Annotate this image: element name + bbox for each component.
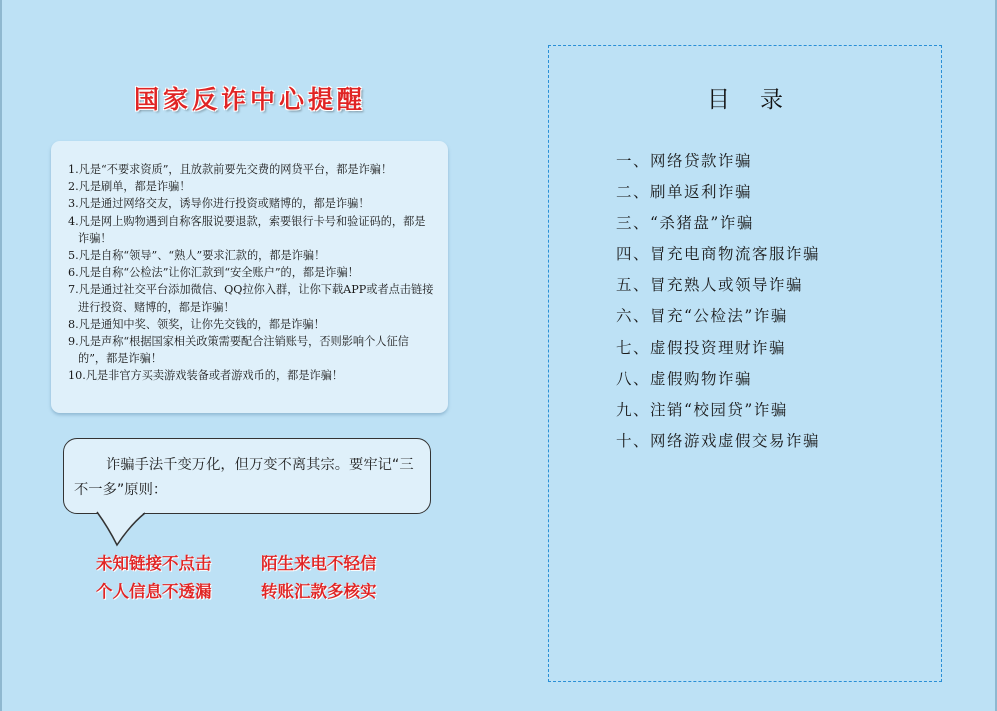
reminder-item: 4.凡是网上购物遇到自称客服说要退款，索要银行卡号和验证码的，都是诈骗！ bbox=[68, 214, 426, 245]
principle: 陌生来电不轻信 bbox=[261, 554, 377, 573]
principles bbox=[96, 550, 426, 606]
reminder-item: 8.凡是通知中奖、领奖，让你先交钱的，都是诈骗！ bbox=[68, 317, 325, 331]
bubble-text: 诈骗手法千变万化，但万变不离其宗。要牢记“三不一多”原则： bbox=[74, 457, 414, 498]
toc-item[interactable]: 十、网络游戏虚假交易诈骗 bbox=[616, 431, 821, 450]
page-left-edge bbox=[0, 0, 2, 711]
toc-item[interactable]: 八、虚假购物诈骗 bbox=[616, 369, 753, 388]
toc-item[interactable]: 九、注销“校园贷”诈骗 bbox=[616, 400, 788, 419]
speech-bubble-tail bbox=[95, 511, 155, 551]
principle: 转账汇款多核实 bbox=[261, 582, 377, 601]
reminder-item: 2.凡是刷单，都是诈骗！ bbox=[68, 180, 191, 194]
toc-list bbox=[616, 146, 820, 457]
toc-title: 目录 bbox=[707, 87, 813, 113]
reminder-item: 6.凡是自称“公检法”让你汇款到“安全账户”的，都是诈骗！ bbox=[68, 266, 359, 280]
reminder-box bbox=[51, 141, 448, 413]
reminder-list bbox=[68, 161, 436, 385]
reminder-item: 5.凡是自称“领导”、“熟人”要求汇款的，都是诈骗！ bbox=[68, 249, 326, 263]
toc-item[interactable]: 七、虚假投资理财诈骗 bbox=[616, 338, 787, 357]
reminder-item: 10.凡是非官方买卖游戏装备或者游戏币的，都是诈骗！ bbox=[68, 369, 344, 383]
toc-item[interactable]: 一、网络贷款诈骗 bbox=[616, 152, 753, 170]
page-title: 国家反诈中心提醒 bbox=[133, 85, 366, 114]
reminder-item: 1.凡是“不要求资质”，且放款前要先交费的网贷平台，都是诈骗！ bbox=[68, 163, 393, 176]
reminder-item: 7.凡是通过社交平台添加微信、QQ拉你入群，让你下载APP或者点击链接进行投资、赌博的，都是诈骗！ bbox=[68, 283, 434, 314]
principles-row bbox=[96, 550, 426, 578]
principle: 未知链接不点击 bbox=[96, 554, 212, 573]
reminder-item: 9.凡是声称“根据国家相关政策需要配合注销账号，否则影响个人征信的”，都是诈骗！ bbox=[68, 335, 409, 366]
toc-item[interactable]: 四、冒充电商物流客服诈骗 bbox=[616, 245, 821, 264]
principle: 个人信息不透漏 bbox=[96, 582, 212, 601]
speech-bubble bbox=[63, 438, 431, 514]
toc-item[interactable]: 六、冒充“公检法”诈骗 bbox=[616, 307, 788, 326]
toc-item[interactable]: 二、刷单返利诈骗 bbox=[616, 183, 753, 202]
toc-item[interactable]: 五、冒充熟人或领导诈骗 bbox=[616, 276, 804, 295]
toc-item[interactable]: 三、“杀猪盘”诈骗 bbox=[616, 214, 754, 233]
principles-row bbox=[96, 578, 426, 606]
reminder-item: 3.凡是通过网络交友，诱导你进行投资或赌博的，都是诈骗！ bbox=[68, 197, 370, 211]
